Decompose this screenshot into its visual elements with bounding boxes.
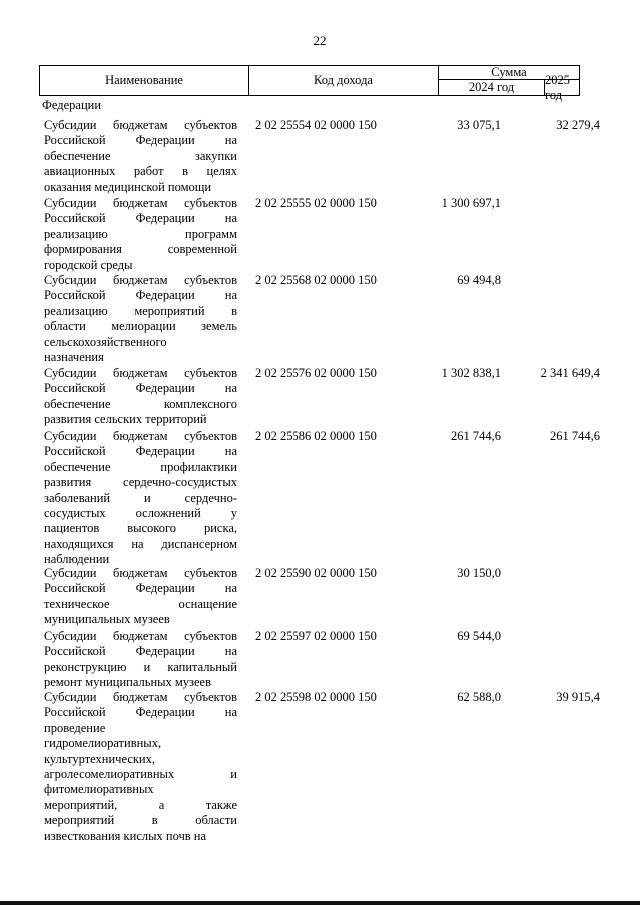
- row-name-line: Субсидии бюджетам субъектов: [44, 566, 237, 580]
- row-name-line: Субсидии бюджетам субъектов: [44, 429, 237, 443]
- row-name-line: обеспечение профилактики: [44, 459, 237, 474]
- row-name-line: мероприятий в области: [44, 813, 237, 828]
- row-name-line: Российской Федерации на: [44, 381, 237, 396]
- row-name-line: проведение: [44, 720, 106, 735]
- row-name-line: находящихся на диспансерном: [44, 536, 237, 551]
- column-header-2024: 2024 год: [439, 80, 545, 95]
- row-value-2024: 1 300 697,1: [441, 196, 501, 210]
- row-name-line: Субсидии бюджетам субъектов: [44, 196, 237, 210]
- row-name-line: области мелиорации земель: [44, 319, 237, 334]
- row-name: [44, 429, 237, 568]
- row-name-line: заболеваний и сердечно-: [44, 490, 237, 505]
- row-value-2025: 261 744,6: [550, 429, 600, 443]
- row-value-2024: 69 544,0: [457, 629, 501, 643]
- row-code: 2 02 25568 02 0000 150: [255, 273, 377, 287]
- row-name-line: развития сельских территорий: [44, 412, 207, 427]
- row-name-line: формирования современной: [44, 242, 237, 257]
- row-name: [44, 566, 237, 628]
- page-number: 22: [313, 33, 327, 48]
- row-name-line: назначения: [44, 350, 104, 365]
- row-value-2025: 32 279,4: [556, 118, 600, 132]
- row-code: 2 02 25590 02 0000 150: [255, 566, 377, 580]
- row-name-line: Российской Федерации на: [44, 444, 237, 459]
- column-header-2025: 2025 год: [545, 72, 570, 102]
- row-value-2024: 33 075,1: [457, 118, 501, 132]
- row-code: 2 02 25597 02 0000 150: [255, 629, 377, 643]
- row-name-line: городской среды: [44, 257, 133, 272]
- row-code: 2 02 25555 02 0000 150: [255, 196, 377, 210]
- row-name-line: Российской Федерации на: [44, 581, 237, 596]
- row-name-line: гидромелиоративных,: [44, 736, 162, 751]
- row-name-line: ремонт муниципальных музеев: [44, 675, 211, 690]
- row-name-line: Российской Федерации на: [44, 133, 237, 148]
- row-name: [44, 196, 237, 273]
- row-name-line: Субсидии бюджетам субъектов: [44, 366, 237, 380]
- row-name-line: реализацию мероприятий в: [44, 303, 237, 318]
- row-name-line: Субсидии бюджетам субъектов: [44, 273, 237, 287]
- column-header-name: Наименование: [40, 66, 249, 95]
- row-name-line: обеспечение закупки: [44, 148, 237, 163]
- row-name-line: муниципальных музеев: [44, 612, 170, 627]
- row-name: [44, 118, 237, 195]
- row-name-line: пациентов высокого риска,: [44, 521, 237, 536]
- row-name-line: реализацию программ: [44, 226, 237, 241]
- row-name-line: обеспечение комплексного: [44, 396, 237, 411]
- row-name-line: сельскохозяйственного: [44, 334, 167, 349]
- row-name-line: развития сердечно-сосудистых: [44, 475, 237, 490]
- row-name-line: Российской Федерации на: [44, 211, 237, 226]
- row-name-line: Субсидии бюджетам субъектов: [44, 690, 237, 704]
- scan-edge: [0, 901, 640, 905]
- row-name-line: Российской Федерации на: [44, 644, 237, 659]
- table-header: [39, 65, 580, 102]
- row-name-line: культуртехнических,: [44, 751, 155, 766]
- row-name-line: оказания медицинской помощи: [44, 179, 212, 194]
- row-name-line: Российской Федерации на: [44, 288, 237, 303]
- row-value-2024: 69 494,8: [457, 273, 501, 287]
- row-name-line: Субсидии бюджетам субъектов: [44, 629, 237, 643]
- row-name-line: сосудистых осложнений у: [44, 506, 237, 521]
- row-name: [44, 690, 237, 844]
- row-code: 2 02 25554 02 0000 150: [255, 118, 377, 132]
- column-header-sum: Сумма: [439, 66, 579, 80]
- row-name-line: авиационных работ в целях: [44, 164, 237, 179]
- row-name-line: мероприятий, а также: [44, 797, 237, 812]
- row-value-2025: 2 341 649,4: [540, 366, 600, 380]
- row-code: 2 02 25576 02 0000 150: [255, 366, 377, 380]
- row-name-line: техническое оснащение: [44, 596, 237, 611]
- row-value-2025: 39 915,4: [556, 690, 600, 704]
- row-value-2024: 30 150,0: [457, 566, 501, 580]
- row-name-line: наблюдении: [44, 552, 110, 567]
- row-value-2024: 261 744,6: [451, 429, 501, 443]
- row-value-2024: 1 302 838,1: [441, 366, 501, 380]
- row-name-line: фитомелиоративных: [44, 782, 154, 797]
- row-code: 2 02 25586 02 0000 150: [255, 429, 377, 443]
- column-header-code: Код дохода: [249, 66, 439, 95]
- row-name-line: Субсидии бюджетам субъектов: [44, 118, 237, 132]
- row-name-line: агролесомелиоративных и: [44, 767, 237, 782]
- row-name-line: реконструкцию и капитальный: [44, 659, 237, 674]
- row-value-2024: 62 588,0: [457, 690, 501, 704]
- row-name: [44, 629, 237, 691]
- row-name-line: Российской Федерации на: [44, 705, 237, 720]
- row-name: [44, 273, 237, 365]
- row-name-line: известкования кислых почв на: [44, 828, 207, 843]
- row-code: 2 02 25598 02 0000 150: [255, 690, 377, 704]
- row-name: [44, 366, 237, 428]
- continuation-text: Федерации: [42, 98, 102, 112]
